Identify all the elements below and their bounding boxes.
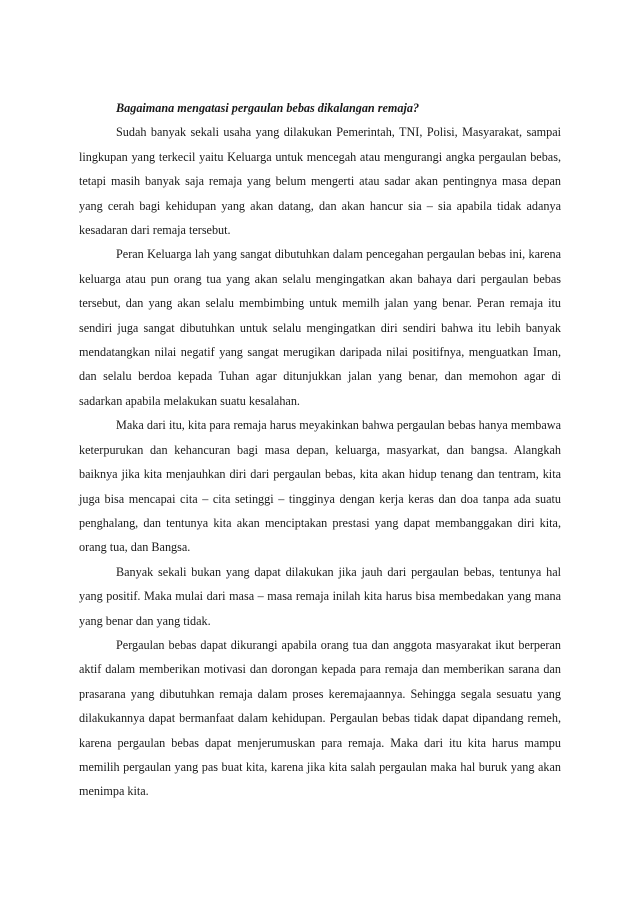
document-body xyxy=(79,96,561,804)
paragraph-1: Sudah banyak sekali usaha yang dilakukan Pemerintah, TNI, Polisi, Masyarakat, sampai lingkupan yang terkecil yaitu Keluarga untuk mencegah atau mengurangi angka pergaulan bebas, tetapi masih banyak saja remaja yang belum mengerti atau sadar akan pentingnya masa depan yang cerah bagi kehidupan yang akan datang, dan akan hancur sia – sia apabila tidak adanya kesadaran dari remaja tersebut. xyxy=(79,125,561,238)
paragraph-4: Banyak sekali bukan yang dapat dilakukan jika jauh dari pergaulan bebas, tentunya hal yang positif. Maka mulai dari masa – masa remaja inilah kita harus bisa membedakan yang mana yang benar dan yang tidak. xyxy=(79,564,561,628)
document-title: Bagaimana mengatasi pergaulan bebas dikalangan remaja? xyxy=(116,101,420,115)
paragraph-2: Peran Keluarga lah yang sangat dibutuhkan dalam pencegahan pergaulan bebas ini, karena keluarga atau pun orang tua yang akan selalu mengingatkan akan bahaya dari pergaulan bebas tersebut, dan yang akan selalu membimbing untuk memilh jalan yang benar. Peran remaja itu sendiri juga sangat dibutuhkan untuk selalu mengingatkan diri sendiri bahwa itu lebih banyak mendatangkan nilai negatif yang sangat merugikan daripada nilai positifnya, menguatkan Iman, dan selalu berdoa kepada Tuhan agar ditunjukkan jalan yang benar, dan memohon agar di sadarkan apabila melakukan suatu kesalahan. xyxy=(79,247,561,408)
paragraph-5: Pergaulan bebas dapat dikurangi apabila orang tua dan anggota masyarakat ikut berperan aktif dalam memberikan motivasi dan dorongan kepada para remaja dan memberikan sarana dan prasarana yang dibutuhkan remaja dalam proses keremajaannya. Sehingga segala sesuatu yang dilakukannya dapat bermanfaat dalam kehidupan. Pergaulan bebas tidak dapat dipandang remeh, karena pergaulan bebas dapat menjerumuskan para remaja. Maka dari itu kita harus mampu memilih pergaulan yang pas buat kita, karena jika kita salah pergaulan maka hal buruk yang akan menimpa kita. xyxy=(79,637,561,799)
paragraph-3: Maka dari itu, kita para remaja harus meyakinkan bahwa pergaulan bebas hanya membawa keterpurukan dan kehancuran bagi masa depan, keluarga, masyarkat, dan bangsa. Alangkah baiknya jika kita menjauhkan diri dari pergaulan bebas, kita akan hidup tenang dan tentram, kita juga bisa mencapai cita – cita setinggi – tingginya dengan kerja keras dan doa tanpa ada suatu penghalang, dan tentunya kita akan menciptakan prestasi yang dapat membanggakan diri kita, orang tua, dan Bangsa. xyxy=(79,418,561,555)
